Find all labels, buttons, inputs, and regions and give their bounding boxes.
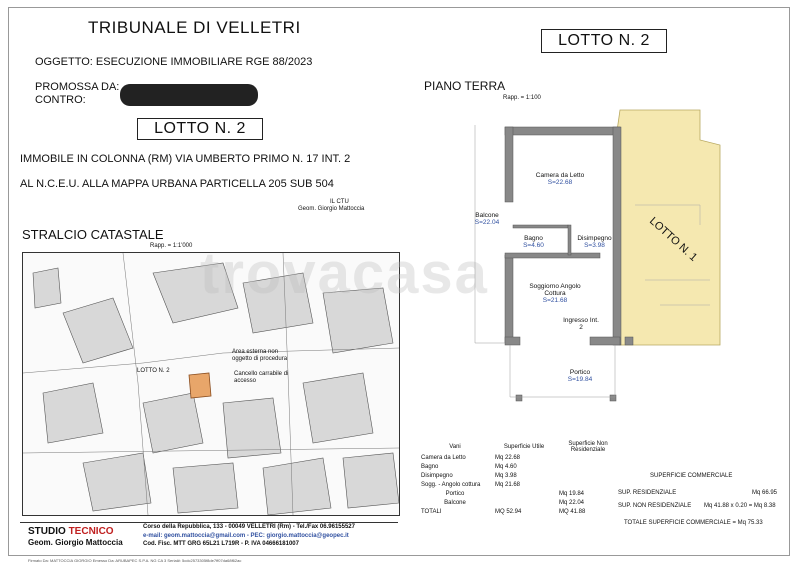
commercial-title: SUPERFICIE COMMERCIALE xyxy=(650,473,733,479)
table-row: Bagno Mq 4.60 xyxy=(421,463,517,470)
cadastral-title: STRALCIO CATASTALE xyxy=(22,227,164,242)
map-lot-label: LOTTO N. 2 xyxy=(137,368,170,374)
nonres-label: SUP. NON RESIDENZIALE xyxy=(618,503,692,509)
room-living: Soggiorno Angolo Cottura S=21.68 xyxy=(529,283,581,304)
residential-value: Mq 66.95 xyxy=(752,490,778,496)
table-row: Disimpegno Mq 3.98 xyxy=(421,472,517,479)
lot-box-right: LOTTO N. 2 xyxy=(541,29,667,53)
ctu-label: IL CTU xyxy=(330,199,349,205)
promoter-label: PROMOSSA DA: xyxy=(35,81,120,93)
cadastral-scale: Rapp. = 1:1'000 xyxy=(150,243,193,249)
map-area-note: Area esterna non oggetto di procedura xyxy=(232,349,288,362)
plan-scale: Rapp. = 1:100 xyxy=(503,95,541,101)
studio-name: Geom. Giorgio Mattoccia xyxy=(28,538,123,547)
room-bedroom: Camera da Letto S=22.68 xyxy=(535,172,585,186)
nonres-formula: Mq 41.88 x 0.20 = Mq 8.38 xyxy=(704,503,776,509)
table-row: Portico Mq 19.84 xyxy=(445,490,585,497)
footer-address: Corso della Repubblica, 133 - 00049 VELLETRI (Rm) - Tel./Fax 06.96155527 xyxy=(143,524,355,530)
studio-logo: STUDIO TECNICO xyxy=(28,526,114,537)
subject-line: OGGETTO: ESECUZIONE IMMOBILIARE RGE 88/2023 xyxy=(35,56,313,68)
table-row: Camera da Letto Mq 22.68 xyxy=(421,454,521,461)
map-gate-note: Cancello carrabile di accesso xyxy=(234,371,289,384)
plan-title: PIANO TERRA xyxy=(424,79,506,93)
ctu-name: Geom. Giorgio Mattoccia xyxy=(298,206,365,212)
lot-box-left: LOTTO N. 2 xyxy=(137,118,263,140)
room-hallway: Disimpegno S=3.98 xyxy=(577,235,612,249)
surface-table xyxy=(418,441,620,516)
table-row: Balcone Mq 22.04 xyxy=(444,499,585,506)
table-row: TOTALI MQ 52.94 MQ 41.88 xyxy=(421,508,586,515)
room-entrance: Ingresso Int. 2 xyxy=(563,317,599,331)
commercial-total: TOTALE SUPERFICIE COMMERCIALE = Mq 75.33 xyxy=(624,520,763,526)
residential-label: SUP. RESIDENZIALE xyxy=(618,490,677,496)
address-line: IMMOBILE IN COLONNA (RM) VIA UMBERTO PRIMO N. 17 INT. 2 xyxy=(20,153,351,165)
redaction-mark xyxy=(120,84,258,106)
room-balcony: Balcone S=22.04 xyxy=(474,212,500,226)
footer-email: e-mail: geom.mattoccia@gmail.com - PEC: giorgio.mattoccia@geopec.it xyxy=(143,533,349,539)
cadastre-line: AL N.C.E.U. ALLA MAPPA URBANA PARTICELLA 205 SUB 504 xyxy=(20,178,334,190)
watermark-text: trovacasa xyxy=(200,241,489,306)
court-title: TRIBUNALE DI VELLETRI xyxy=(88,18,301,37)
lot2-parcel xyxy=(189,373,211,398)
table-row: Sogg. - Angolo cottura Mq 21.68 xyxy=(421,481,521,488)
footer-divider xyxy=(20,522,398,523)
footer-fiscal: Cod. Fisc. MTT GRG 65L21 L719R - P. IVA 04666181007 xyxy=(143,541,299,547)
floor-plan-drawing xyxy=(470,105,740,410)
floor-plan xyxy=(470,105,740,410)
against-label: CONTRO: xyxy=(35,94,86,106)
digital-signature: Firmato Da: MATTOCCIA GIORGIO Emesso Da: ARUBAPEC S.P.A. NG CA 3 Serial#: 5cdc2573305f8de7ff07da68f62ac xyxy=(28,558,242,563)
room-porch: Portico S=19.84 xyxy=(567,369,593,383)
lot1-label: LOTTO N. 1 xyxy=(646,215,700,264)
table-header: Vani Superficie Utile Superficie Non Residenziale xyxy=(449,441,608,453)
room-bathroom: Bagno S=4.60 xyxy=(523,235,544,249)
